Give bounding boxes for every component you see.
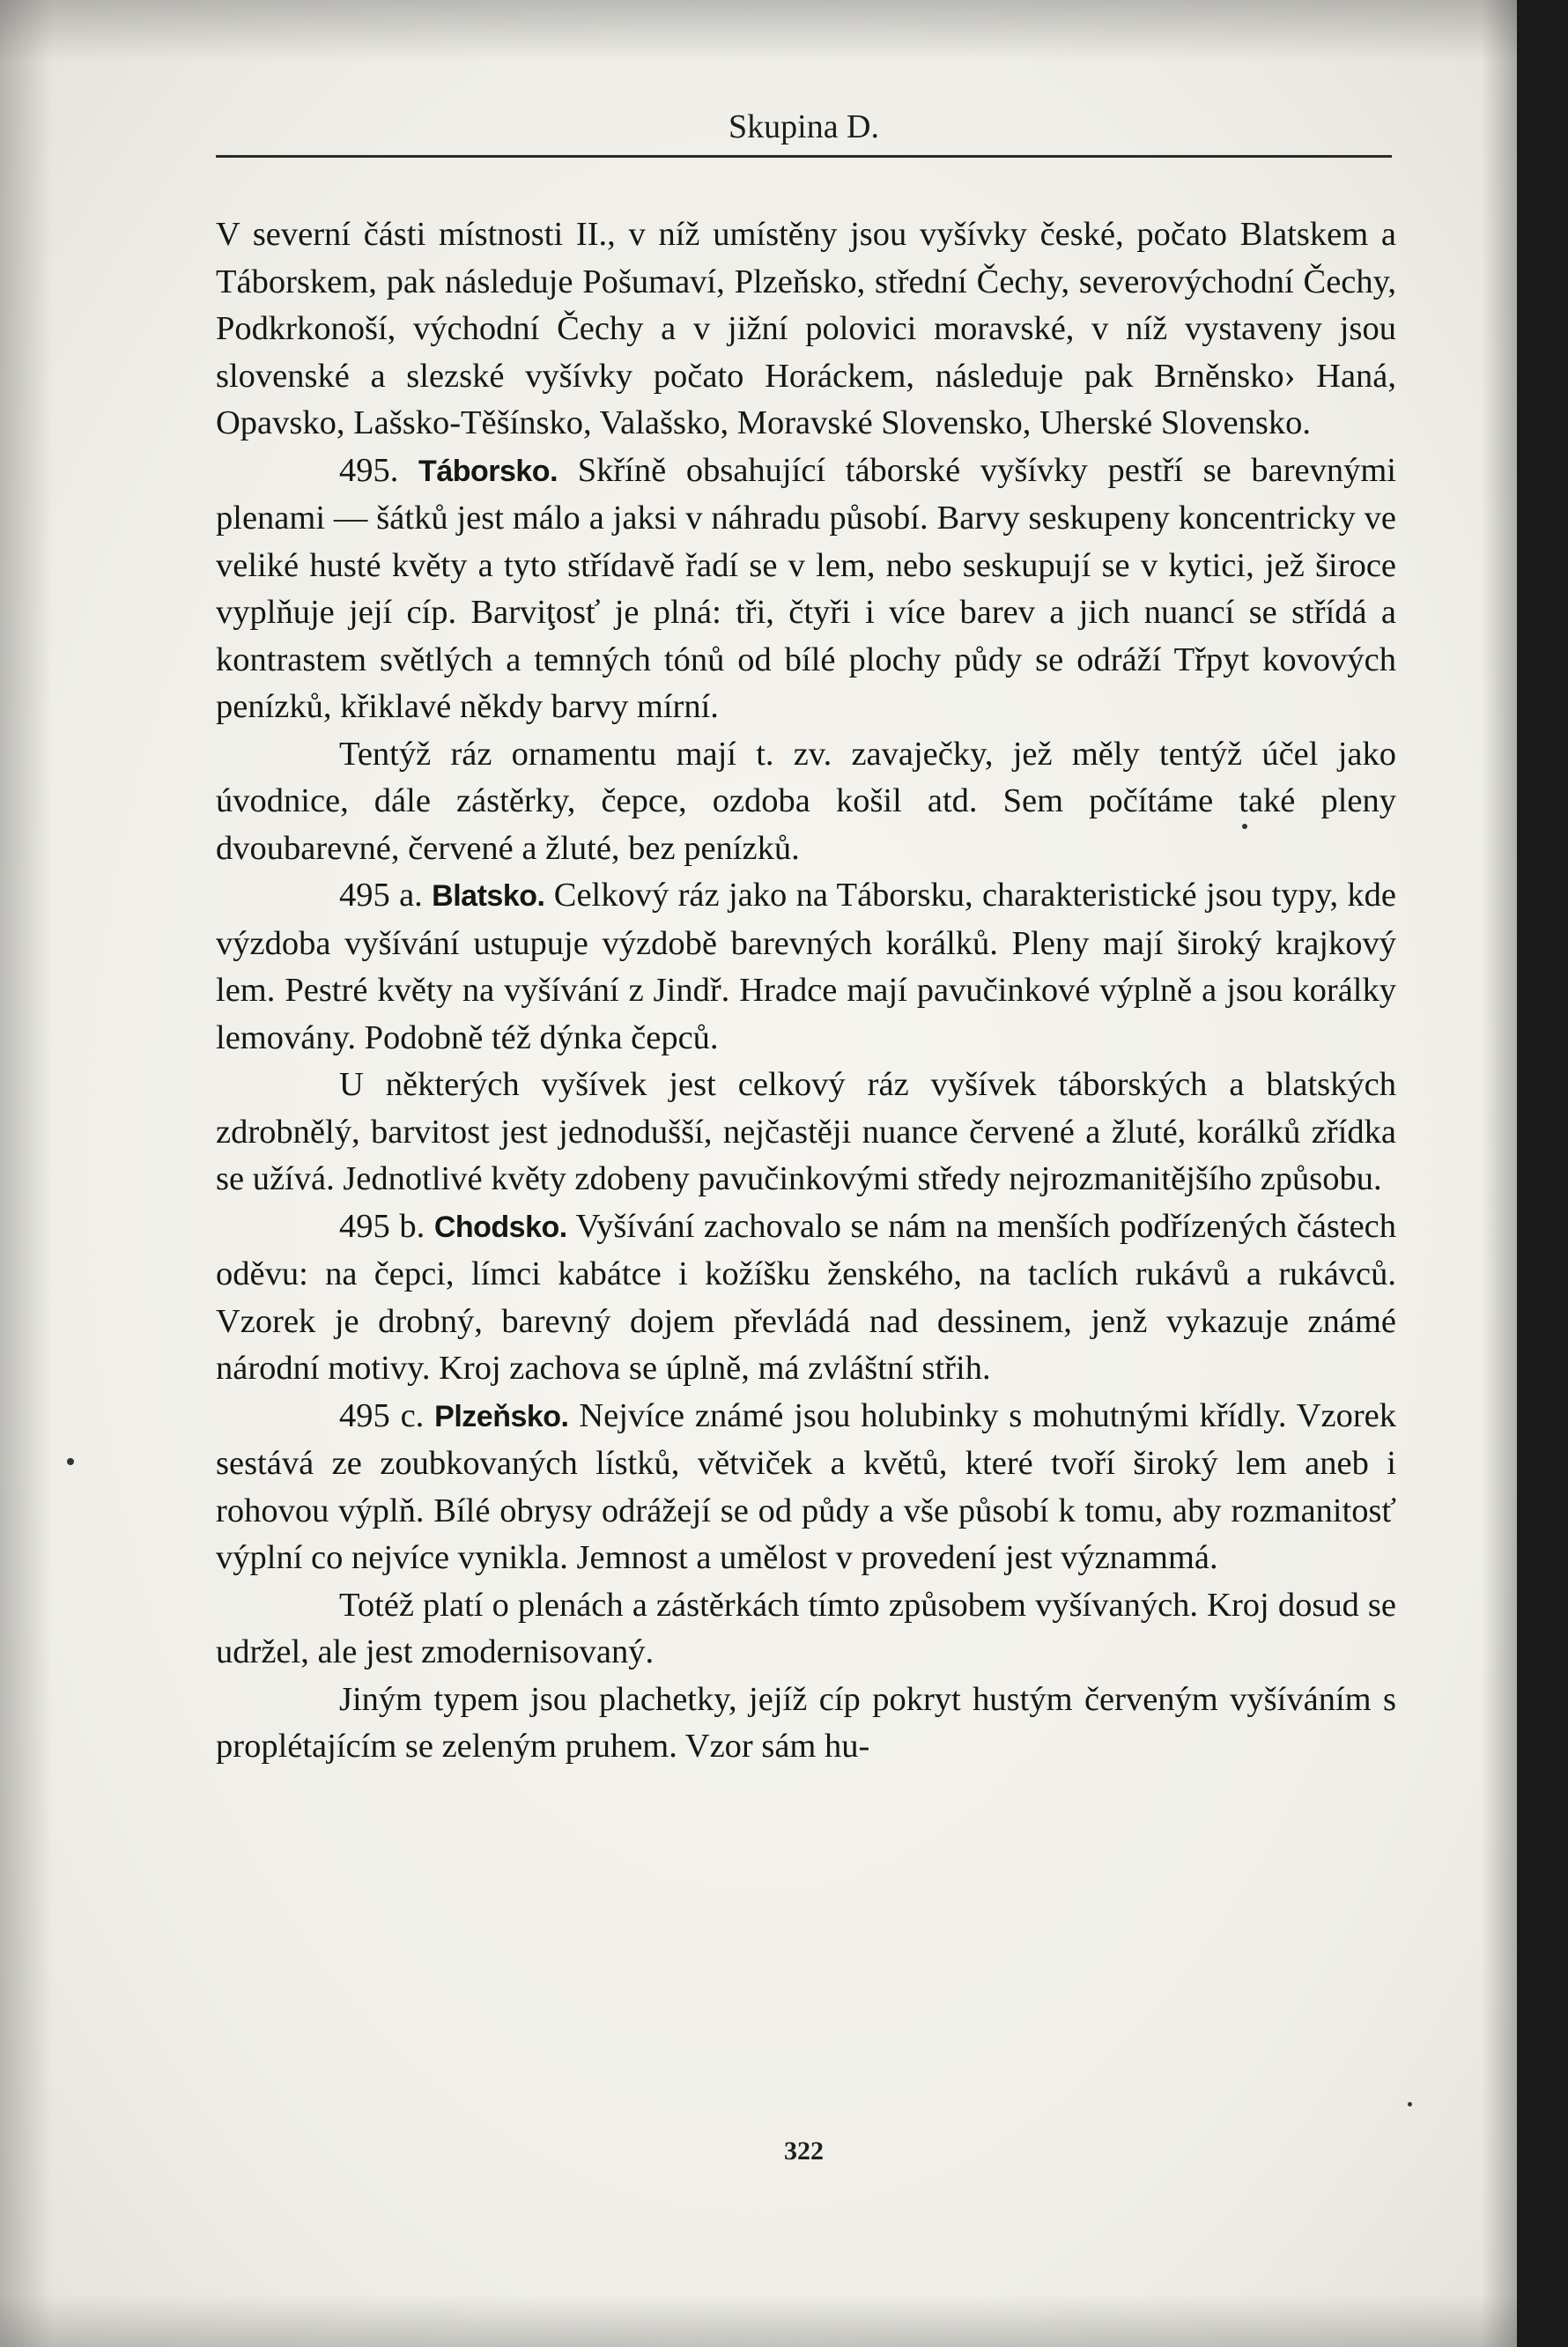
entry-text: Skříně obsahující táborské vyšívky pestří se barevnými plenami — šátků jest málo a jaksi v náhradu působí. Barvy seskupeny koncentricky ve veliké husté květy a tyto střídavě řadí se v lem, nebo seskupují se v kytici, jež široce vyplňuje její cíp. Barviţosť je plná: tři, čtyři i více barev a jich nuancí se střídá a kontrastem světlých a temných tónů od bílé plochy půdy se odráží Třpyt kovových penízků, křiklavé někdy barvy mírní. (216, 451, 1397, 725)
entry-number: 495 b. (339, 1207, 425, 1245)
scan-shadow-left (0, 0, 53, 2347)
header-rule (216, 155, 1392, 158)
paragraph-495a-continued: U některých vyšívek jest celkový ráz vyšívek táborských a blatských zdrobnělý, barvitost jest jednodušší, nejčastěji nuance červené a žluté, korálků zřídka se užívá. Jednotlivé květy zdobeny pavučinkovými středy nejrozmanitějšího způsobu. (216, 1066, 1396, 1197)
scan-shadow-right (1482, 0, 1517, 2347)
running-head: Skupina D. (729, 108, 879, 145)
scan-speck (1242, 824, 1247, 829)
entry-number: 495 c. (339, 1396, 425, 1434)
paragraph-495c-continued-2: Jiným typem jsou plachetky, jejíž cíp pokryt hustým červeným vyšíváním s proplétajícím se zeleným pruhem. Vzor sám hu- (216, 1680, 1396, 1765)
scan-shadow-bottom (0, 2294, 1517, 2347)
entry-keyword: Plzeňsko. (434, 1399, 569, 1433)
paragraph-intro: V severní části místnosti II., v níž umístěny jsou vyšívky české, počato Blatskem a Táborskem, pak následuje Pošumaví, Plzeňsko, střední Čechy, severovýchodní Čechy, Podkrkonoší, východní Čechy a v jižní polovici moravské, v níž vystaveny jsou slovenské a slezské vyšívky počato Horáckem, následuje pak Brněnsko› Haná, Opavsko, Lašsko-Těšínsko, Valašsko, Moravské Slovensko, Uherské Slovensko. (216, 216, 1396, 441)
paragraph-495c (216, 1393, 1396, 1582)
entry-text: Vyšívání zachovalo se nám na menších podřízených částech oděvu: na čepci, límci kabátce i kožíšku ženského, na taclích rukávů a rukávců. Vzorek je drobný, barevný dojem převládá nad dessinem, jenž vykazuje známé národní motivy. Kroj zachova se úplně, má zvláštní střih. (216, 1207, 1397, 1387)
entry-keyword: Táborsko. (418, 454, 558, 488)
entry-keyword: Blatsko. (432, 879, 545, 913)
paragraph-495-continued: Tentýž ráz ornamentu mají t. zv. zavaječky, jež měly tentýž účel jako úvodnice, dále zástěrky, čepce, ozdoba košil atd. Sem počítáme také pleny dvoubarevné, červené a žluté, bez penízků. (216, 735, 1396, 867)
page-number: 322 (784, 2136, 824, 2166)
paragraph-495b (216, 1203, 1396, 1393)
body-text (216, 211, 1396, 1771)
paragraph-495 (216, 448, 1396, 731)
scan-shadow-top (0, 0, 1517, 62)
entry-number: 495 a. (339, 877, 423, 914)
scan-speck (1408, 2102, 1412, 2106)
entry-text: Nejvíce známé jsou holubinky s mohutnými křídly. Vzorek sestává ze zoubkovaných lístků, větviček a květů, které tvoří široký lem aneb i rohovou výplň. Bílé obrysy odrážejí se od půdy a vše působí k tomu, aby rozmanitosť výplní co nejvíce vynikla. Jemnost a umělost v provedení jest význammá. (216, 1396, 1396, 1576)
entry-text: Celkový ráz jako na Táborsku, charakteristické jsou typy, kde výzdoba vyšívání ustupuje výzdobě barevných korálků. Pleny mají široký krajkový lem. Pestré květy na vyšívání z Jindř. Hradce mají pavučinkové výplně a jsou korálky lemovány. Podobně též dýnka čepců. (216, 877, 1397, 1056)
paragraph-495a (216, 872, 1396, 1062)
entry-keyword: Chodsko. (433, 1210, 567, 1244)
paragraph-495c-continued-1: Totéž platí o plenách a zástěrkách tímto způsobem vyšívaných. Kroj dosud se udržel, ale jest zmodernisovaný. (216, 1586, 1396, 1670)
scan-speck (67, 1458, 74, 1465)
entry-number: 495. (339, 451, 399, 489)
